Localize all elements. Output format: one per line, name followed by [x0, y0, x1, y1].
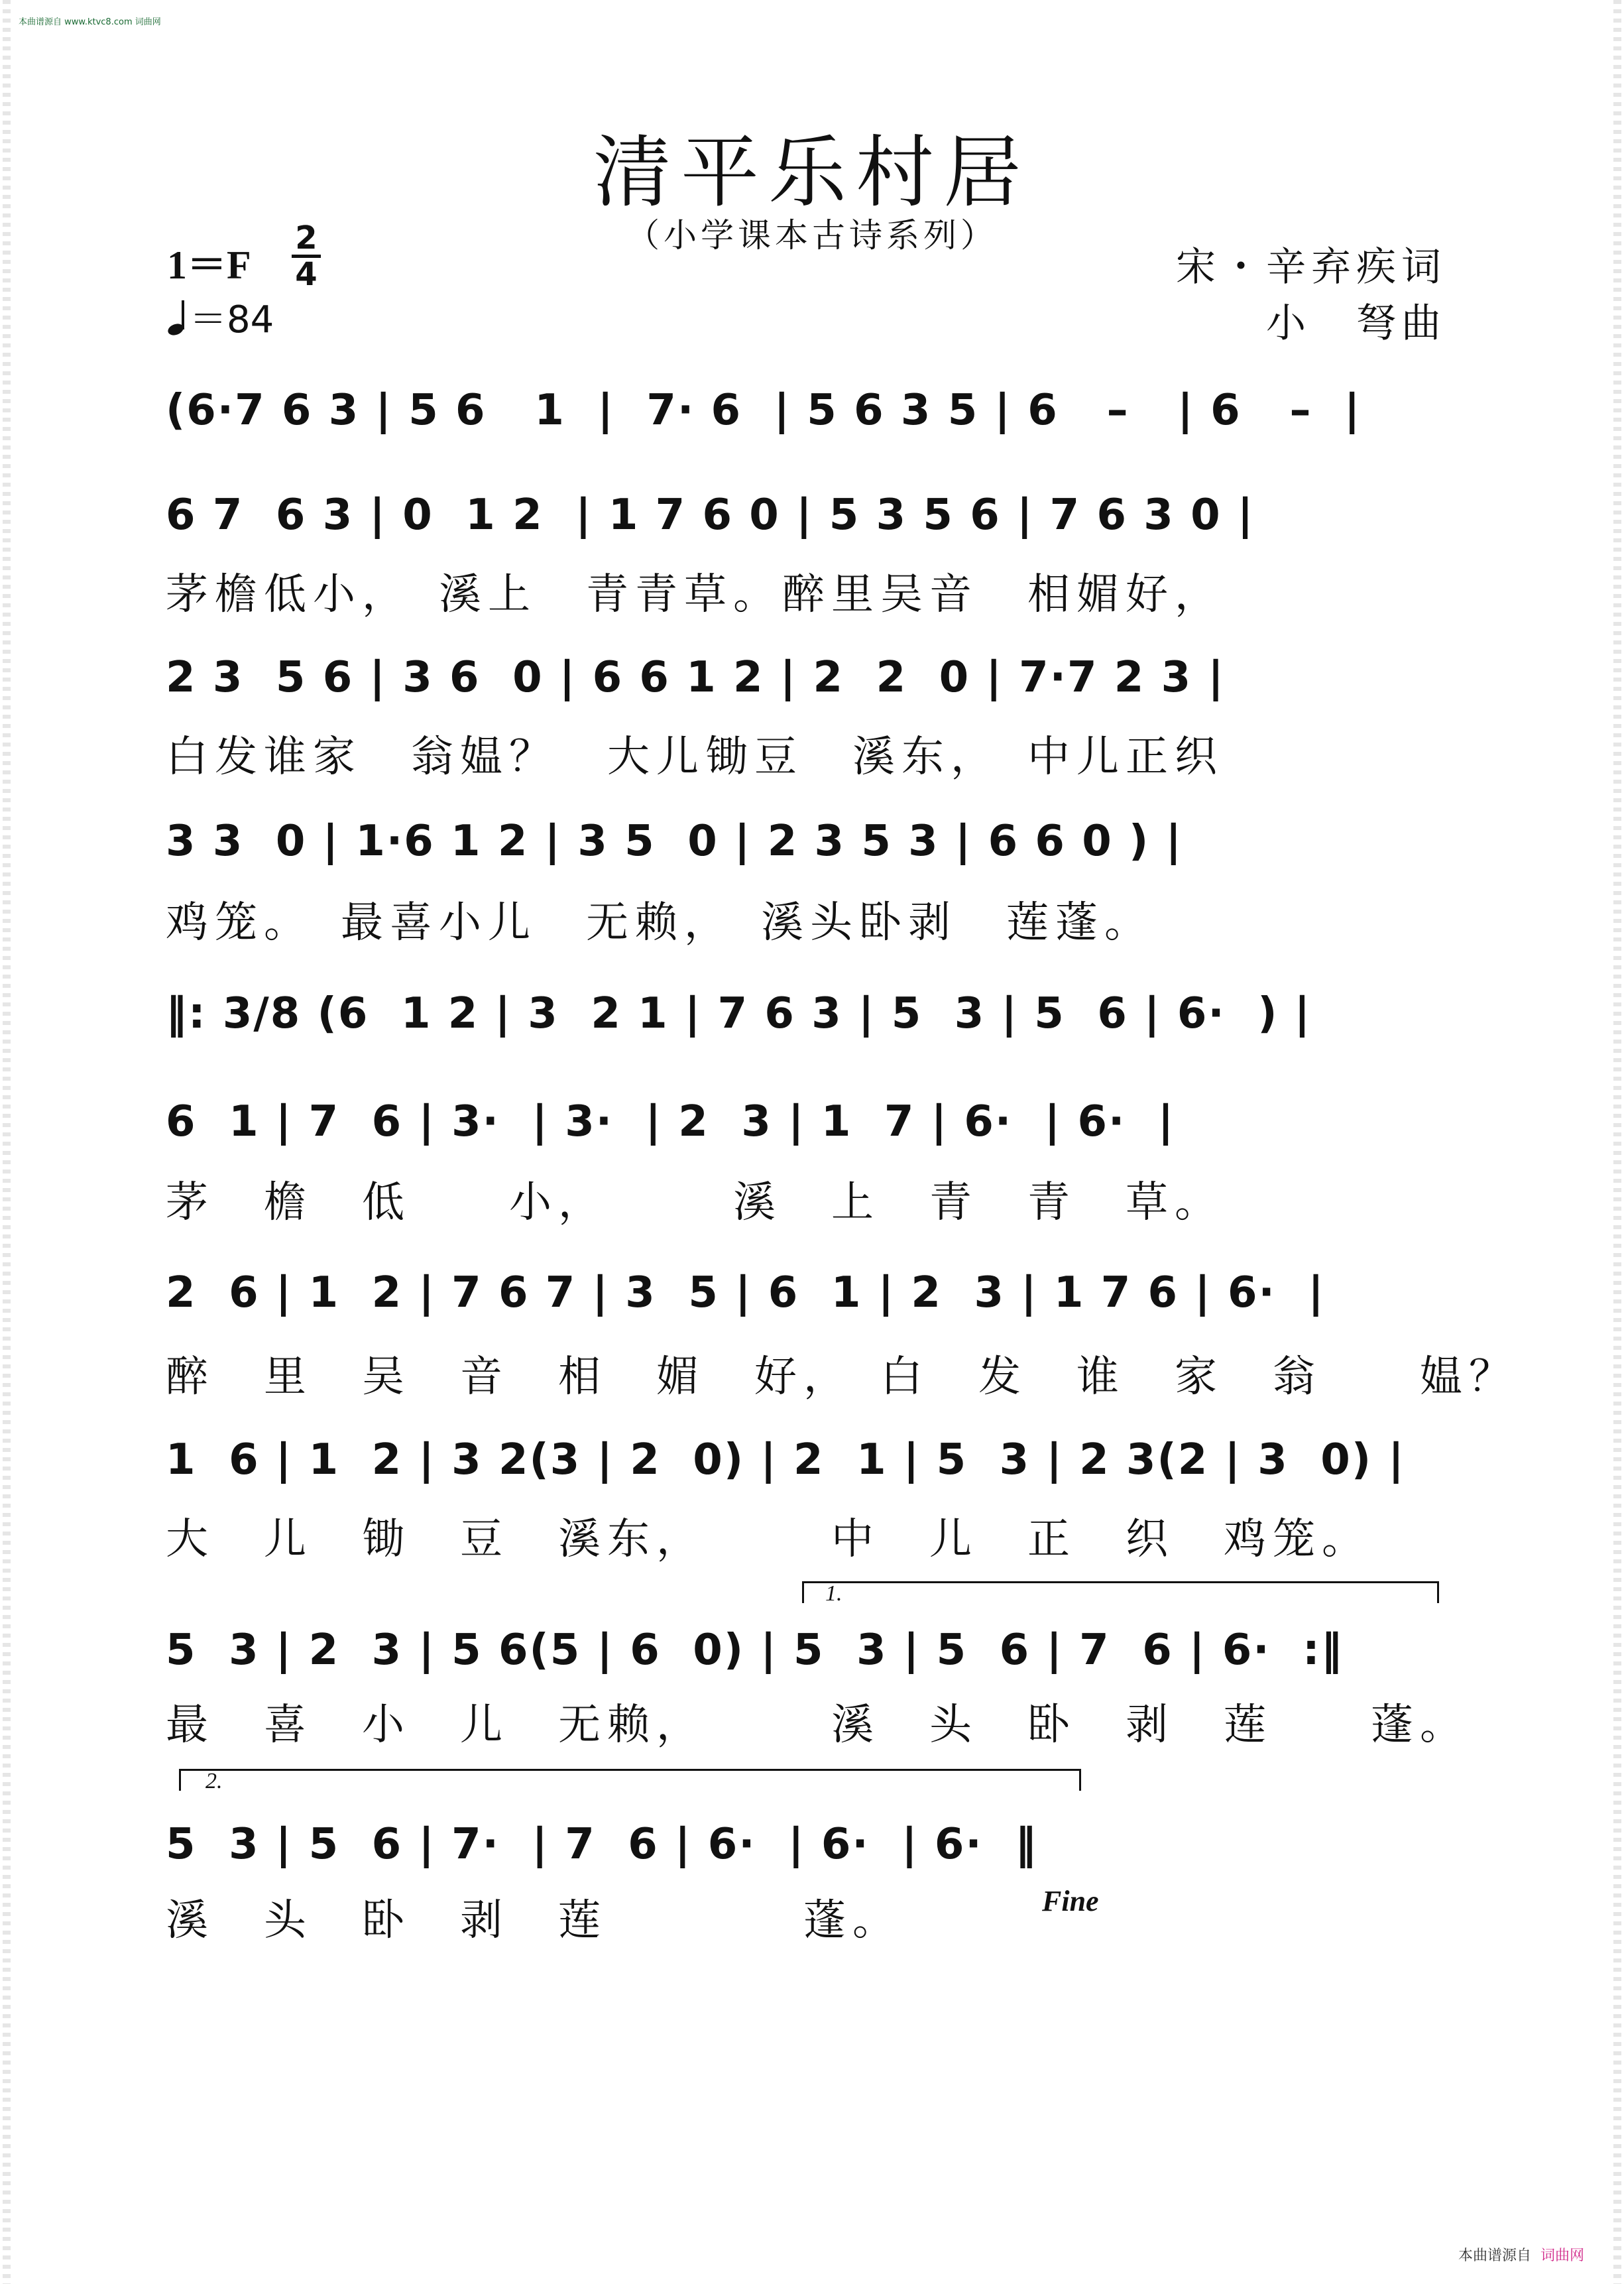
notation-row: 6 1 | 7 6 | 3· | 3· | 2 3 | 1 7 | 6· | 6· | [166, 1097, 1175, 1146]
notation-row: 3 3 0 | 1·6 1 2 | 3 5 0 | 2 3 5 3 | 6 6 0 ) | [166, 817, 1183, 866]
notation-row: 2 6 | 1 2 | 7 6 7 | 3 5 | 6 1 | 2 3 | 1 7 6 | 6· | [166, 1268, 1325, 1317]
footer-source: 本曲谱源自 [1458, 2248, 1531, 2264]
lyricist-credit: 宋・辛弃疾词 [1176, 244, 1446, 290]
notation-row: 6 7 6 3 | 0 1 2 | 1 7 6 0 | 5 3 5 6 | 7 6 3 0 | [166, 491, 1255, 540]
footer-brand: 词曲网 [1540, 2248, 1584, 2264]
fine-marking: Fine [1042, 1885, 1099, 1917]
lyric-row: 溪 头 卧 剥 莲 蓬。 [166, 1896, 901, 1945]
second-ending-bracket [179, 1769, 1081, 1791]
lyric-row: 大 儿 锄 豆 溪东， 中 儿 正 织 鸡笼。 [166, 1515, 1371, 1564]
footer-credit [1458, 2244, 1584, 2265]
tempo-mark [167, 290, 274, 343]
first-ending-label: 1. [825, 1581, 842, 1606]
lyric-row: 醉 里 吴 音 相 媚 好， 白 发 谁 家 翁 媪？ [166, 1352, 1518, 1402]
notation-row: 1 6 | 1 2 | 3 2(3 | 2 0) | 2 1 | 5 3 | 2 3(2 | 3 0) | [166, 1435, 1405, 1484]
lyric-row: 鸡笼。 最喜小儿 无赖， 溪头卧剥 莲蓬。 [166, 898, 1153, 947]
notation-row: 5 3 | 5 6 | 7· | 7 6 | 6· | 6· | 6· ‖ [166, 1820, 1038, 1869]
site-note: 本曲谱源自 www.ktvc8.com 词曲网 [19, 17, 161, 27]
composer-credit: 小 弩曲 [1266, 300, 1446, 347]
lyric-row: 茅 檐 低 小， 溪 上 青 青 草。 [166, 1178, 1224, 1227]
lyric-row: 白发谁家 翁媪？ 大儿锄豆 溪东， 中儿正织 [166, 733, 1224, 782]
quarter-note-icon [167, 299, 190, 336]
notation-row: (6·7 6 3 | 5 6 1 | 7· 6 | 5 6 3 5 | 6 – | 6 – | [166, 386, 1362, 435]
left-margin-decoration [3, 0, 11, 2284]
notation-row: 5 3 | 2 3 | 5 6(5 | 6 0) | 5 3 | 5 6 | 7 6 | 6· :‖ [166, 1626, 1344, 1675]
right-margin-decoration [1613, 0, 1621, 2284]
notation-row: 2 3 5 6 | 3 6 0 | 6 6 1 2 | 2 2 0 | 7·7 2 3 | [166, 653, 1225, 702]
notation-row: ‖: 3/8 (6 1 2 | 3 2 1 | 7 6 3 | 5 3 | 5 6 | 6· ) | [166, 989, 1312, 1038]
tempo-value: ＝84 [190, 298, 274, 341]
time-signature [292, 219, 321, 293]
second-ending-label: 2. [205, 1769, 223, 1793]
key-signature: 1＝F [167, 243, 251, 287]
time-signature-bottom: 4 [295, 256, 318, 293]
song-subtitle: （小学课本古诗系列） [626, 216, 998, 255]
time-signature-top: 2 [295, 219, 318, 257]
first-ending-bracket [802, 1581, 1439, 1603]
lyric-row: 茅檐低小， 溪上 青青草。醉里吴音 相媚好， [166, 570, 1224, 619]
song-title: 清平乐村居 [593, 127, 1031, 218]
lyric-row: 最 喜 小 儿 无赖， 溪 头 卧 剥 莲 蓬。 [166, 1701, 1469, 1750]
